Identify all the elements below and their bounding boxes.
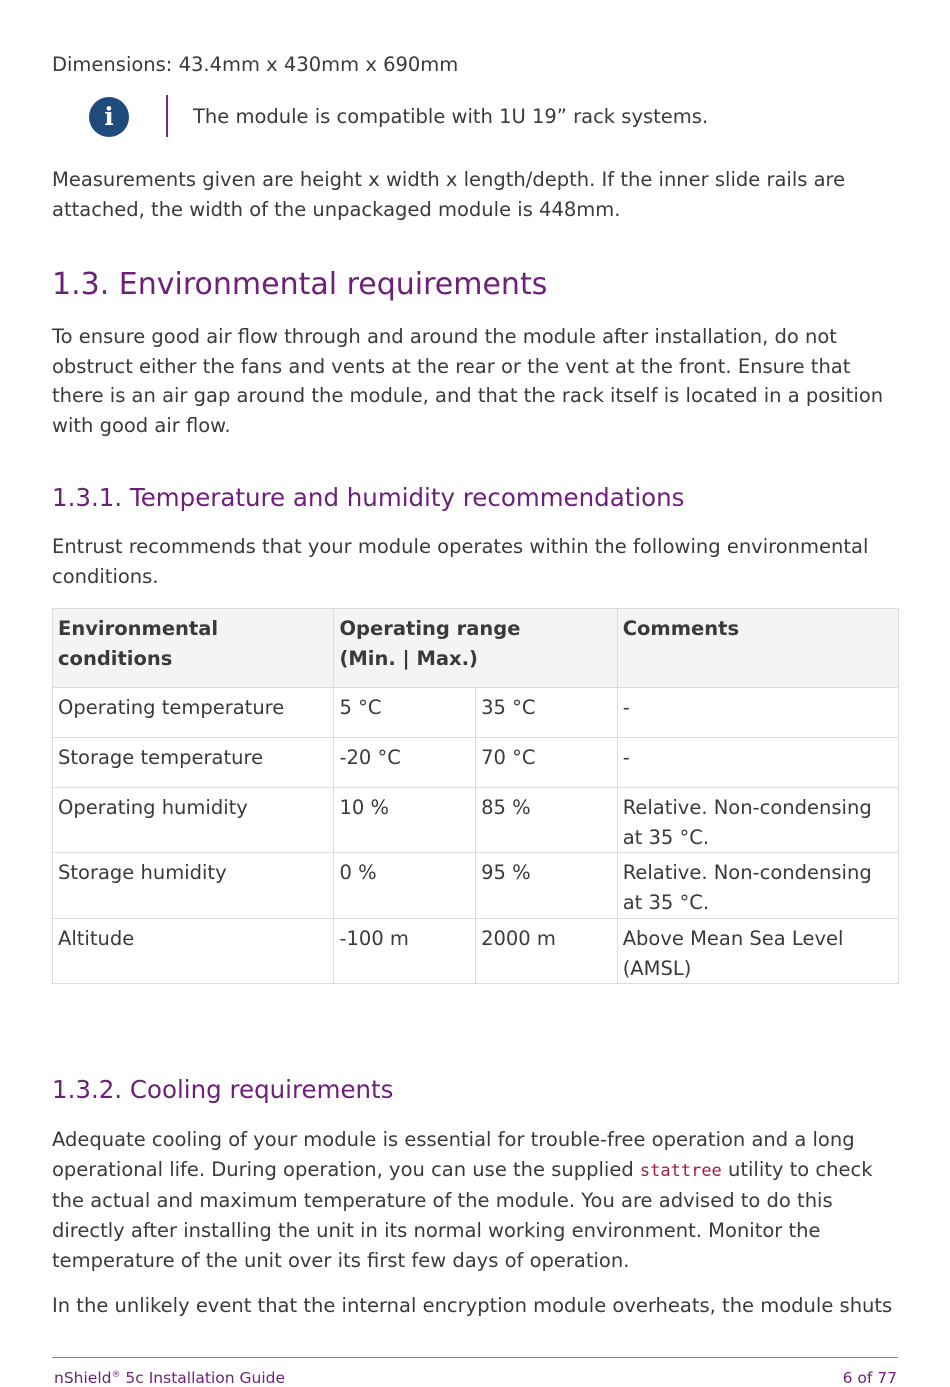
- cell-comment: Relative. Non-condensing at 35 °C.: [617, 853, 898, 918]
- dimensions-text: Dimensions: 43.4mm x 430mm x 690mm: [52, 53, 459, 76]
- header-range-line2: (Min. | Max.): [339, 646, 478, 670]
- cell-condition: Storage humidity: [53, 853, 334, 918]
- temperature-heading: 1.3.1. Temperature and humidity recommendations: [52, 483, 685, 512]
- cooling-heading: 1.3.2. Cooling requirements: [52, 1075, 394, 1104]
- info-note: [89, 95, 889, 137]
- footer-divider: [52, 1357, 898, 1358]
- table-row: [53, 688, 899, 738]
- cell-min: 5 °C: [334, 688, 476, 738]
- cell-comment: -: [617, 688, 898, 738]
- registered-mark: ®: [111, 1369, 121, 1380]
- footer-guide-name: 5c Installation Guide: [120, 1369, 286, 1387]
- cooling-text-after: utility to check the actual and maximum temperature of the module. You are advised to do this directly after installing the unit in its normal working environment. Monitor the temperature of the unit over its first few days of operation.: [52, 1157, 873, 1272]
- note-text: The module is compatible with 1U 19” rack systems.: [193, 105, 709, 128]
- cell-min: 10 %: [334, 788, 476, 853]
- section-heading: 1.3. Environmental requirements: [52, 267, 548, 302]
- cell-condition: Operating humidity: [53, 788, 334, 853]
- table-row: [53, 788, 899, 853]
- cell-max: 70 °C: [476, 738, 618, 788]
- measurements-paragraph: Measurements given are height x width x length/depth. If the inner slide rails are attached, the width of the unpackaged module is 448mm.: [52, 168, 846, 221]
- stattree-code: stattree: [639, 1160, 722, 1181]
- cell-min: 0 %: [334, 853, 476, 918]
- info-icon: i: [89, 97, 129, 137]
- cell-condition: Storage temperature: [53, 738, 334, 788]
- cell-comment: -: [617, 738, 898, 788]
- cell-max: 2000 m: [476, 918, 618, 983]
- page-number: 6 of 77: [842, 1369, 897, 1387]
- temperature-intro: Entrust recommends that your module operates within the following environmental conditions.: [52, 535, 869, 588]
- cell-min: -100 m: [334, 918, 476, 983]
- table-header-row: [53, 609, 899, 688]
- cell-max: 35 °C: [476, 688, 618, 738]
- note-divider: [166, 95, 168, 137]
- environment-paragraph: To ensure good air flow through and around the module after installation, do not obstruct either the fans and vents at the rear or the vent at the front. Ensure that there is an air gap around the module, and that the rack itself is located in a position with good air flow.: [52, 325, 884, 438]
- footer-title: [54, 1369, 285, 1387]
- overheat-paragraph: In the unlikely event that the internal encryption module overheats, the module shuts: [52, 1294, 893, 1317]
- cell-condition: Operating temperature: [53, 688, 334, 738]
- table-row: [53, 853, 899, 918]
- cooling-text-before: Adequate cooling of your module is essential for trouble-free operation and a long operational life. During operation, you can use the supplied: [52, 1128, 855, 1181]
- cell-max: 85 %: [476, 788, 618, 853]
- conditions-table: [52, 608, 899, 984]
- cooling-paragraph: [52, 1125, 898, 1276]
- cell-comment: Relative. Non-condensing at 35 °C.: [617, 788, 898, 853]
- header-operating-range: [334, 609, 617, 688]
- header-range-line1: Operating range: [339, 617, 521, 640]
- table-row: [53, 738, 899, 788]
- table-row: [53, 918, 899, 983]
- cell-comment: Above Mean Sea Level (AMSL): [617, 918, 898, 983]
- cell-min: -20 °C: [334, 738, 476, 788]
- cell-max: 95 %: [476, 853, 618, 918]
- header-conditions: Environmental conditions: [53, 609, 334, 688]
- footer-product: nShield: [54, 1369, 112, 1387]
- cell-condition: Altitude: [53, 918, 334, 983]
- header-comments: Comments: [617, 609, 898, 688]
